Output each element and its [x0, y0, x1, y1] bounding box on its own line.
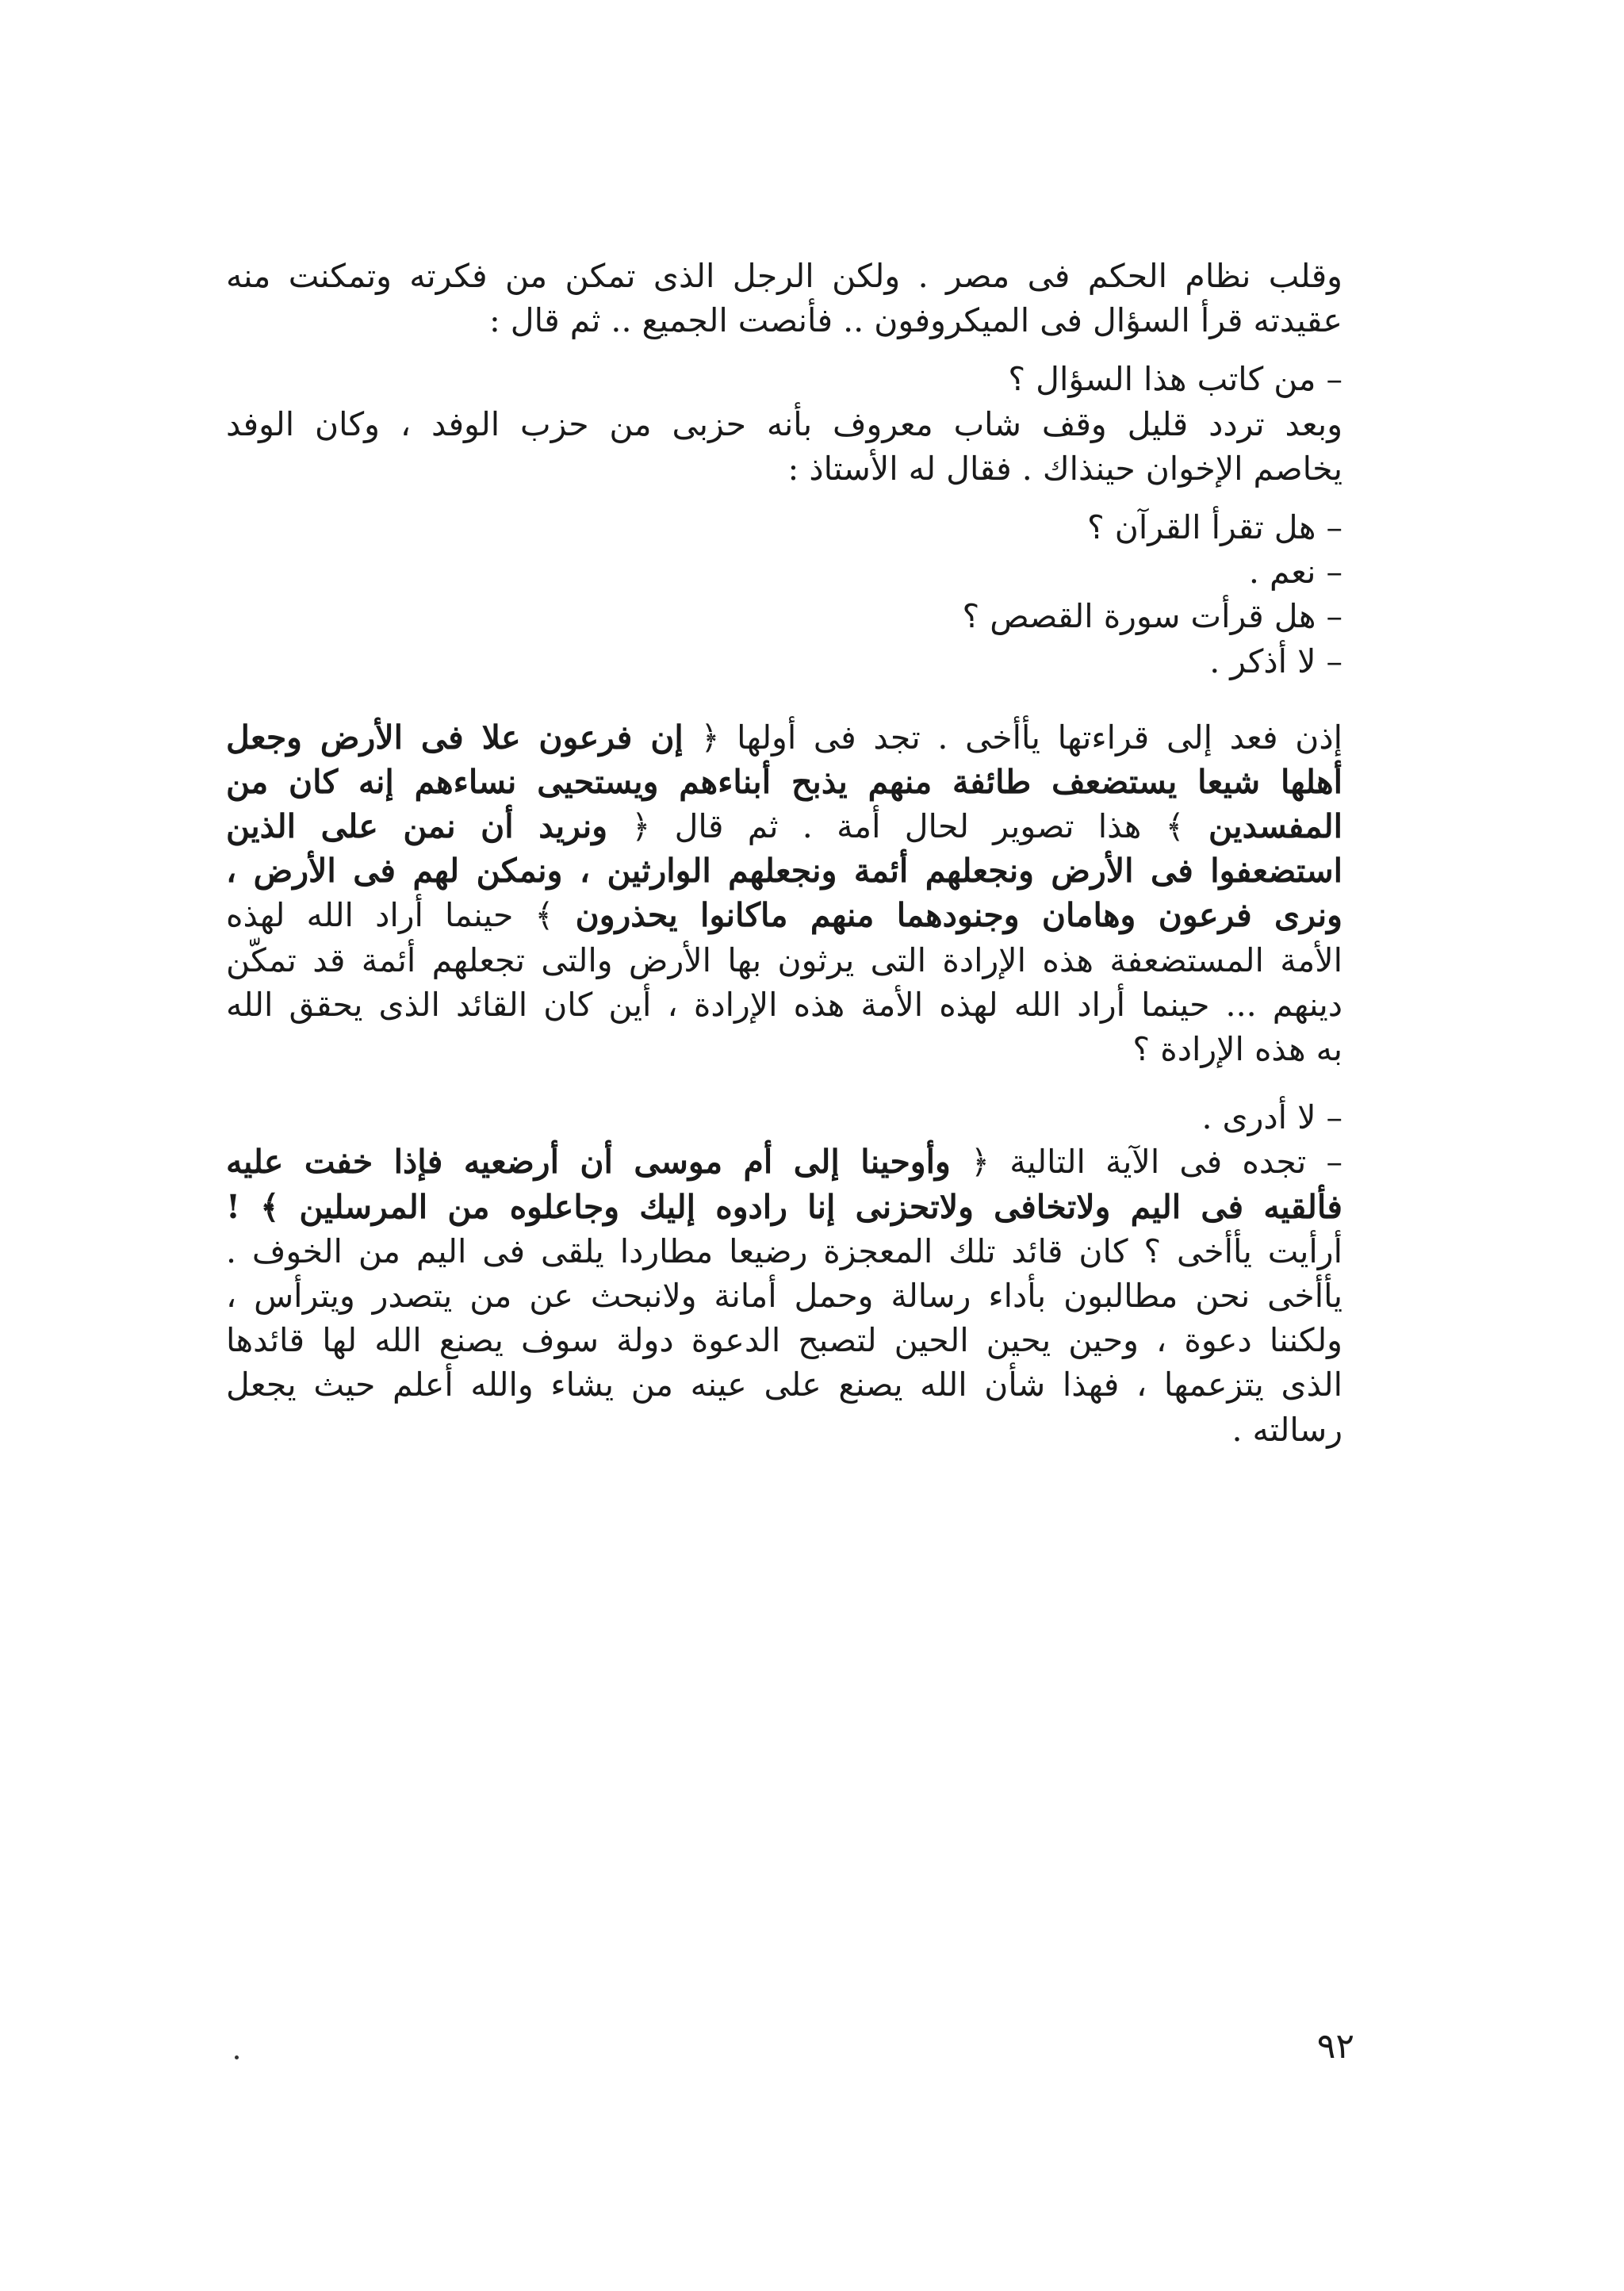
text-line: يأأخى نحن مطالبون بأداء رسالة وحمل أمانة ولانبحث عن من يتصدر ويترأس ،	[226, 1276, 1342, 1315]
text-line: وبعد تردد قليل وقف شاب معروف بأنه حزبى من حزب الوفد ، وكان الوفد	[226, 404, 1342, 443]
text-line	[226, 715, 1342, 760]
dialog-line: – هل قرأت سورة القصص ؟	[962, 597, 1342, 636]
quran-quote: المفسدين	[1208, 807, 1342, 846]
plain-text: ﴾ هذا تصوير لحال أمة . ثم قال ﴿	[607, 807, 1208, 846]
text-line: ولكننا دعوة ، وحين يحين الحين لتصبح الدعوة دولة سوف يصنع الله لها قائدها	[226, 1321, 1342, 1360]
text-line	[226, 1140, 1342, 1184]
dialog-line: – لا أدرى .	[1201, 1098, 1342, 1137]
text-line: الذى يتزعمها ، فهذا شأن الله يصنع على عينه من يشاء والله أعلم حيث يجعل	[226, 1366, 1342, 1404]
page-number: ٩٢	[1316, 2026, 1354, 2067]
dialog-line: – نعم .	[1248, 553, 1342, 592]
quran-quote: فألقيه فى اليم ولاتخافى ولاتحزنى إنا رادوه إليك وجاعلوه من المرسلين	[299, 1187, 1342, 1226]
quran-quote: ونرى فرعون وهامان وجنودهما منهم ماكانوا يحذرون	[575, 896, 1342, 935]
quran-quote: إن فرعون علا فى الأرض وجعل	[226, 718, 684, 757]
text-line: رسالته .	[1231, 1410, 1342, 1449]
dialog-line: – هل تقرأ القرآن ؟	[1087, 508, 1342, 546]
text-line: وقلب نظام الحكم فى مصر . ولكن الرجل الذى تمكن من فكرته وتمكنت منه	[226, 257, 1342, 295]
plain-text: إذن فعد إلى قراءتها يأأخى . تجد فى أولها ﴿	[683, 718, 1342, 757]
plain-text: – تجده فى الآية التالية ﴿	[950, 1143, 1342, 1182]
text-line: به هذه الإرادة ؟	[1132, 1030, 1342, 1068]
page-body	[226, 254, 1342, 1452]
quran-quote: وأوحينا إلى أم موسى أن أرضعيه فإذا خفت عليه	[226, 1143, 951, 1182]
text-line	[226, 804, 1342, 849]
quran-quote-line: أهلها شيعا يستضعف طائفة منهم يذبح أبناءهم ويستحيى نساءهم إنه كان من	[226, 762, 1342, 801]
plain-text: ﴾ حينما أراد الله لهذه	[226, 896, 576, 935]
text-line: عقيدته قرأ السؤال فى الميكروفون .. فأنصت الجميع .. ثم قال :	[488, 301, 1342, 340]
dialog-line: – لا أذكر .	[1209, 642, 1342, 680]
text-line	[226, 893, 1342, 937]
quran-quote-line: استضعفوا فى الأرض ونجعلهم أئمة ونجعلهم الوارثين ، ونمكن لهم فى الأرض ،	[226, 852, 1342, 891]
plain-text: ﴾ !	[226, 1187, 300, 1226]
text-line: دينهم ... حينما أراد الله لهذه الأمة هذه الإرادة ، أين كان القائد الذى يحقق الله	[226, 985, 1342, 1024]
text-line: أرأيت يأأخى ؟ كان قائد تلك المعجزة رضيعا مطاردا يلقى فى اليم من الخوف .	[226, 1232, 1342, 1270]
text-line: يخاصم الإخوان حينذاك . فقال له الأستاذ :	[787, 449, 1342, 488]
quran-quote: ونريد أن نمن على الذين	[226, 807, 607, 846]
text-line	[226, 1185, 1342, 1229]
text-line: الأمة المستضعفة هذه الإرادة التى يرثون بها الأرض والتى تجعلهم أئمة قد تمكّن	[226, 941, 1342, 979]
dialog-line: – من كاتب هذا السؤال ؟	[1008, 360, 1342, 399]
scan-dot	[235, 2055, 239, 2059]
